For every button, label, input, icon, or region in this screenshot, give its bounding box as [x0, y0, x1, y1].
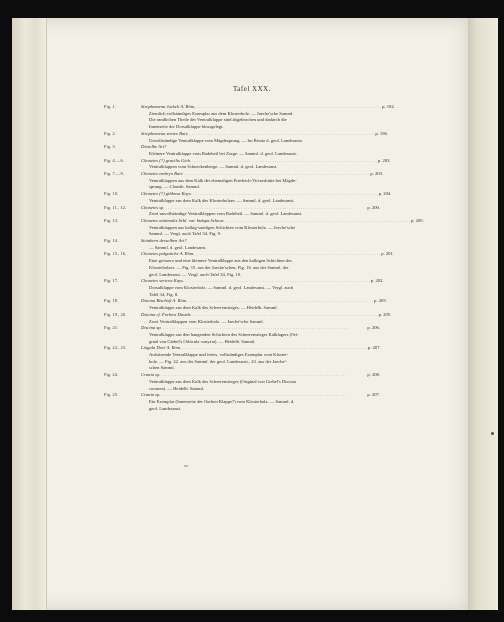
plate-entry-body [141, 158, 391, 171]
binding-margin [12, 18, 47, 610]
footer-mark: oo [184, 463, 188, 468]
description-line: Ein Exemplar (Innenseite der flachen Klappe?) vom Klosterholz. — Samml. d. [149, 398, 295, 404]
plate-title: Tafel XXX. [233, 85, 271, 93]
figure-number: Fig. 21. [104, 325, 119, 331]
species-name: Crania sp. [141, 392, 161, 398]
description-line: Die randlichen Theile der Ventralklappe sind abgebrochen und dadurch die [149, 117, 287, 123]
plate-entry-body [141, 372, 380, 392]
plate-entry [104, 251, 394, 278]
figure-number: Fig. 24. [104, 372, 119, 378]
description-line: Aufsitzende Ventralklappe und freies, vollständiges Exemplar vom Kloster- [149, 352, 289, 358]
figure-number: Fig. 4.—6. [104, 157, 124, 163]
page-reference: p. 203. [370, 171, 384, 177]
plate-entry-body [141, 144, 380, 157]
species-heading [141, 191, 391, 198]
page-reference: p. 208. [367, 372, 380, 378]
description-line: Ventralklappe aus dem Kalk des Scheerenstieges (Original von Giebel's Discina [149, 378, 296, 384]
plate-entry [104, 278, 384, 298]
dot-leader [194, 251, 381, 258]
figure-number: Fig. 13. [104, 217, 119, 223]
plate-entry [104, 157, 391, 171]
plate-entry-body [141, 345, 381, 372]
species-name: Steinkern derselben Art? [141, 238, 187, 244]
description-line: Ventralklappe aus den hangenden Schichten des Scheerenstieger Kalklagers (Ori- [149, 331, 299, 337]
plate-entry-body [141, 325, 380, 345]
description-line: holz. — Fig. 22. aus der Samml. der geol. Landesanst., 23. aus der Jaeche'- [149, 358, 287, 364]
plate-entry-body [141, 191, 391, 204]
description-line: geol. Landesanst. [149, 405, 182, 411]
species-name: Chonetes embryo Barr. [141, 171, 184, 177]
description-line: Tafel 34, Fig. 8. [149, 291, 179, 297]
dot-leader [184, 278, 371, 285]
figure-number: Fig. 10. [104, 191, 119, 197]
description-line: schen Samml. [149, 365, 175, 371]
dot-leader [160, 392, 367, 399]
right-page-edge [468, 18, 498, 610]
species-name: Chonetes (?) gracilis Gieb. [141, 157, 192, 163]
figure-number: Fig. 14. [104, 238, 119, 244]
species-heading [141, 238, 380, 245]
figure-number: Fig. 2. [104, 130, 116, 136]
description-line: Zwei Ventralklappen vom Klosterholz. — Jaeche'sche Samml. [149, 318, 264, 324]
dot-leader [192, 191, 379, 198]
plate-entry [104, 345, 380, 372]
dot-leader [187, 298, 374, 305]
species-heading [141, 171, 383, 178]
dot-leader [162, 325, 368, 332]
species-name: Strophomena Jaekeli A. Röm. [141, 104, 196, 109]
description-line: Ventralklappe aus dem Kalk des Klosterholzes. — Samml. d. geol. Landesanst. [149, 197, 295, 203]
species-name: Chonetes sericea Kays. [141, 278, 184, 284]
description-line: Ventralklappen aus kalkig-sandigen Schichten vom Klosterholz. — Jaeche'sche [149, 224, 295, 230]
species-heading [141, 392, 380, 399]
dot-leader [160, 372, 367, 379]
species-heading [141, 251, 394, 258]
plate-entry-body [141, 218, 424, 238]
species-name: Discina Bischofi A. Röm. [141, 298, 188, 304]
plate-entry [104, 217, 424, 238]
plate-entry [104, 191, 392, 204]
species-name: Dieselbe Art? [141, 144, 167, 150]
species-name: Chonetes minimalis Schl. var. bidupa Schnur. [141, 217, 225, 223]
species-heading [141, 158, 391, 165]
page-reference: p. 205. [374, 298, 387, 304]
plate-entry-body [141, 171, 383, 191]
figure-number: Fig. 11., 12. [104, 204, 127, 210]
figure-number: Fig. 25. [104, 392, 119, 398]
figure-number: Fig. 3. [104, 144, 116, 150]
species-heading [141, 312, 391, 319]
species-name: Discina cf. Forbesi Davids. [141, 311, 192, 317]
plate-entry [104, 171, 384, 191]
page-reference: p. 201. [381, 251, 394, 257]
plate-entry [104, 104, 395, 131]
page-reference: p. 200. [411, 217, 424, 223]
plate-entry-body [141, 298, 387, 311]
figure-number: Fig. 7.—9. [104, 171, 124, 177]
species-heading [141, 278, 384, 285]
page-reference: p. 206. [367, 325, 380, 331]
species-heading [141, 298, 387, 305]
dot-leader [191, 158, 378, 165]
plate-entry-body [141, 238, 380, 251]
figure-number: Fig. 1. [104, 104, 116, 109]
dot-leader [188, 131, 375, 138]
species-name: Chonetes (?) gibbosa Kays. [141, 191, 192, 197]
species-heading [141, 144, 380, 151]
description-line: Zwei unvollständige Ventralklappen vom Radebeil. — Samml. d. geol. Landesanst. [149, 211, 303, 217]
page-reference: p. 207. [367, 392, 380, 398]
description-line: — Samml. d. geol. Landesanst. [149, 244, 207, 250]
figure-number: Fig. 19., 20. [104, 311, 127, 317]
page-reference: p. 207. [368, 345, 381, 351]
description-line: Kleinere Ventralklappe vom Radebeil bei Zorge. — Samml. d. geol. Landesanst. [149, 150, 297, 156]
description-line: coronea). — Heidelb. Samml. [149, 385, 205, 391]
dot-leader [192, 312, 379, 319]
plate-entry [104, 205, 380, 218]
species-heading [141, 218, 424, 225]
plate-entry [104, 130, 388, 144]
description-line: Ventralklappen aus dem Kalk der ehemaligen Friedrich-Victorshütte bei Mägde- [149, 177, 297, 183]
figure-number: Fig. 22., 23. [104, 345, 127, 351]
plate-entry-body [141, 205, 380, 218]
figure-number: Fig. 15., 16. [104, 251, 127, 257]
description-line: Eine grössere und eine kleinere Ventralklappe aus den kalkigen Schichten des [149, 258, 292, 264]
plate-entry [104, 238, 380, 251]
page-reference: p. 203. [377, 157, 391, 163]
page-reference: p. 192. [382, 104, 395, 109]
plate-entry-body [141, 104, 395, 131]
dot-leader [224, 218, 411, 225]
description-line: Ventralklappen vom Schneckenberge. — Samml. d. geol. Landesanst. [149, 164, 278, 170]
figure-number: Fig. 17. [104, 278, 119, 284]
page-reference: p. 196. [375, 130, 388, 136]
plate-entry-body [141, 278, 384, 298]
description-line: Ventralklappe aus dem Kalk des Scheerenstieges. — Heidelb. Samml. [149, 305, 278, 311]
species-name: Crania sp. [141, 372, 161, 378]
description-line: Ziemlich vollständiges Exemplar aus dem Klosterholz. — Jaeche'sche Samml. [149, 110, 294, 116]
plate-entry [104, 298, 387, 311]
species-heading [141, 325, 380, 332]
page-reference: p. 200. [367, 204, 380, 210]
description-line: Dorsalklappe vom Klosterholz. — Samml. d. geol. Landesanst. — Vergl. auch [149, 284, 293, 290]
species-name: Chonetes sp. [141, 204, 165, 210]
plate-entry [104, 392, 380, 412]
description-line: Samml. — Vergl. auch Tafel 34, Fig. 9. [149, 231, 222, 237]
description-line: Innenseite der Dorsalklappe blossgelegt. [149, 124, 224, 130]
plate-entry-body [141, 251, 394, 278]
dot-leader [181, 345, 368, 352]
description-line: Klosterholzes. — Fig. 15. aus der Jaeche'schen, Fig. 16. aus der Samml. der [149, 264, 289, 270]
page-reference: p. 204. [378, 191, 392, 197]
dot-leader [195, 104, 382, 111]
plate-entry [104, 325, 380, 345]
plate-entry-body [141, 312, 391, 325]
species-heading [141, 345, 381, 352]
plate-entry [104, 311, 392, 325]
plate-explanation-list [104, 104, 424, 412]
description-line: ginal von Giebel's Orbicula conyzia). — Heidelb. Samml. [149, 338, 256, 344]
plate-entry-body [141, 131, 388, 144]
figure-number: Fig. 18. [104, 298, 119, 304]
species-name: Discina sp. [141, 325, 162, 331]
species-heading [141, 131, 388, 138]
species-heading [141, 205, 380, 212]
plate-entry [104, 372, 380, 392]
description-line: geol. Landesanst. — Vergl. auch Tafel 34, Fig. 10. [149, 271, 242, 277]
description-line: Unvollständige Ventralklappe vom Mägdesprung. — Im Besitz d. geol. Landesanst. [149, 137, 303, 143]
species-heading [141, 372, 380, 379]
ink-speck [491, 432, 494, 435]
page-reference: p. 205. [378, 311, 392, 317]
dot-leader [184, 171, 371, 178]
species-name: Strophomena sentex Barr. [141, 130, 189, 136]
species-name: Chonetes pulgatiche A. Röm. [141, 251, 195, 257]
page-reference: p. 202. [370, 278, 384, 284]
plate-entry-body [141, 392, 380, 412]
dot-leader [164, 205, 367, 212]
description-line: sprung. — Clausth. Samml. [149, 184, 201, 190]
species-heading [141, 104, 395, 111]
species-name: Lingula Dovi A. Röm. [141, 345, 182, 351]
plate-entry [104, 144, 380, 157]
